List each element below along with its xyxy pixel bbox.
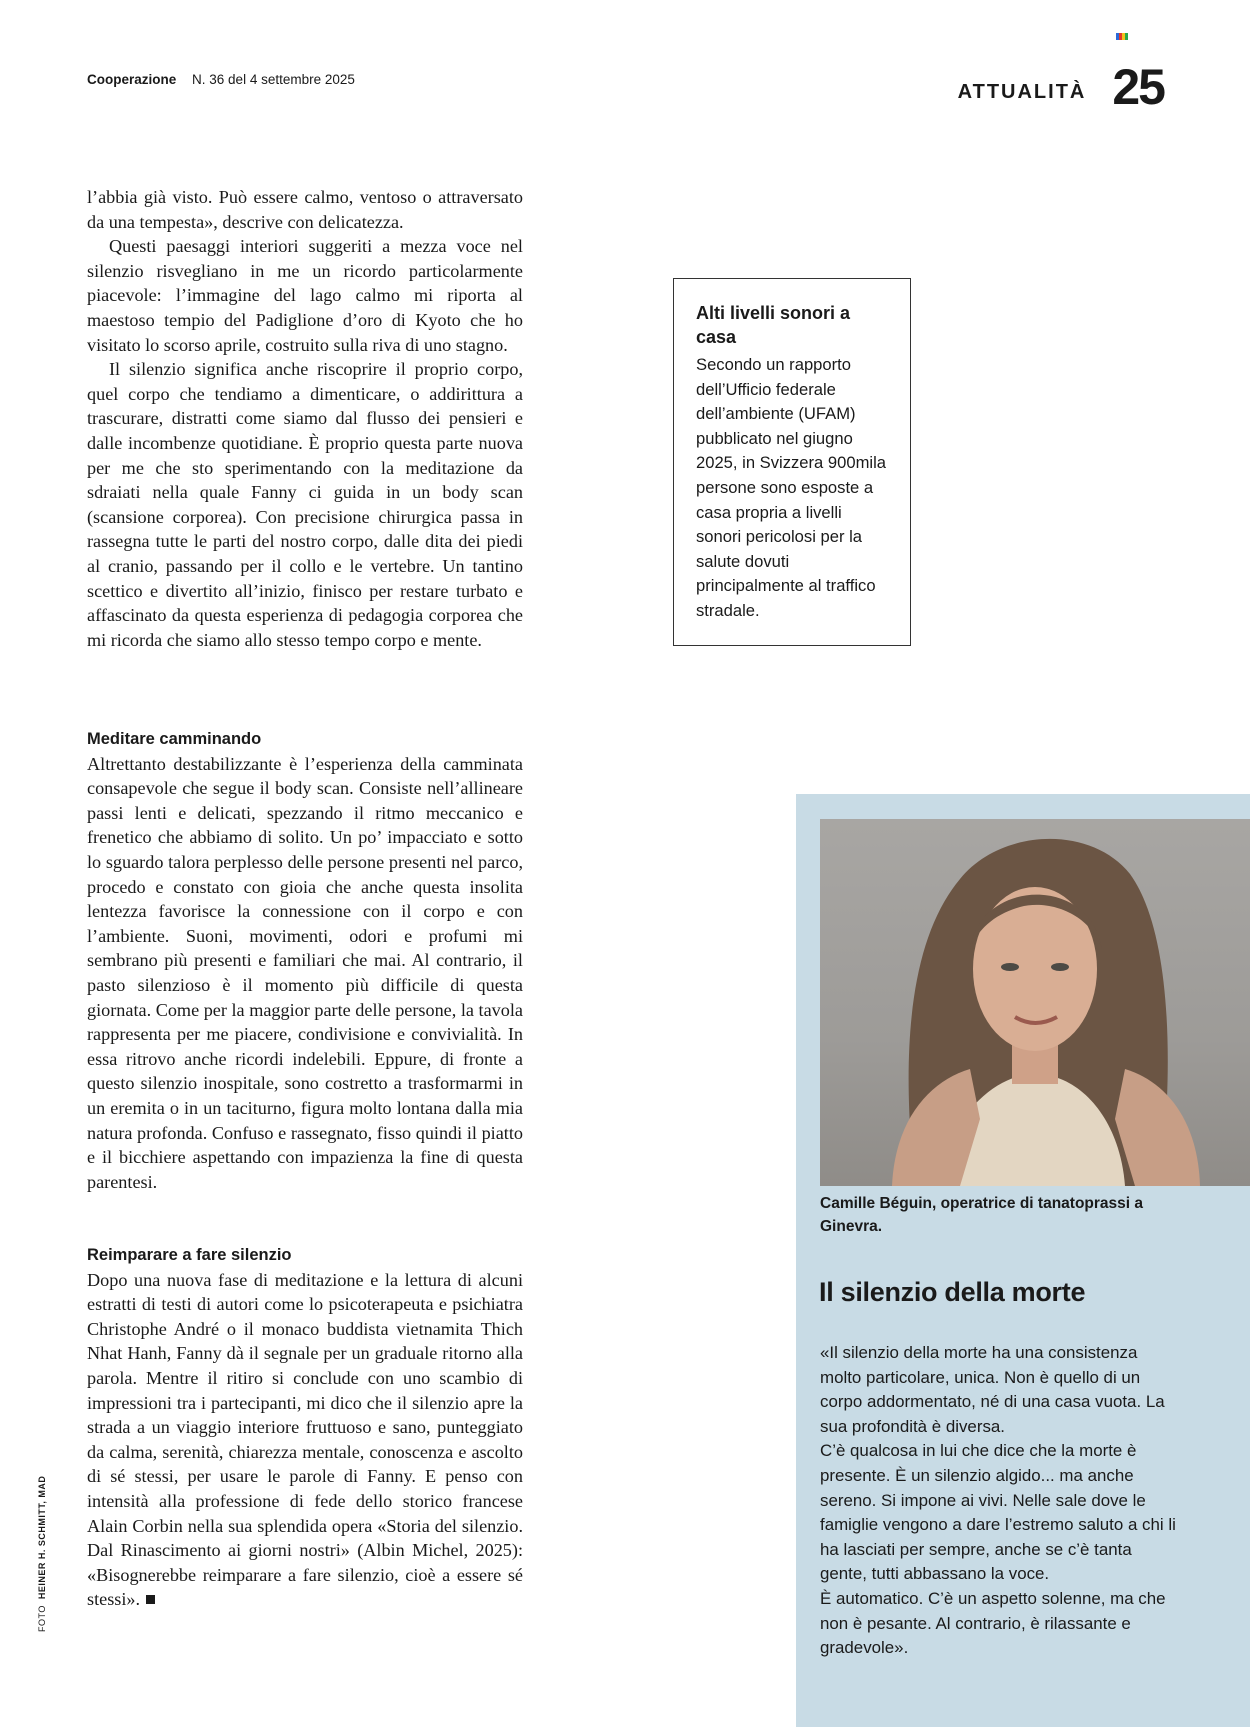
infobox-text: Secondo un rapporto dell’Ufficio federale dell’ambiente (UFAM) pubblicato nel giugno 2025, in Svizzera 900mila persone sono esposte a casa propria a livelli sonori pericolosi per la salute dovuti principalmente al traffico stradale. — [696, 355, 887, 620]
subheading-meditare-camminando: Meditare camminando — [87, 730, 262, 748]
portrait-photo — [820, 819, 1250, 1186]
issue-info: N. 36 del 4 settembre 2025 — [192, 72, 355, 87]
photo-caption: Camille Béguin, operatrice di tanatoprassi a Ginevra. — [820, 1195, 1144, 1235]
sidebar-quote — [820, 1341, 1180, 1661]
page-header-left — [87, 72, 355, 87]
subheading-reimparare: Reimparare a fare silenzio — [87, 1246, 292, 1264]
article-paragraph — [87, 1268, 523, 1612]
end-of-article-mark — [146, 1595, 155, 1604]
portrait-illustration — [820, 819, 1250, 1186]
publication-name: Cooperazione — [87, 72, 177, 87]
article-section-meditare — [87, 727, 523, 1194]
quote-paragraph: È automatico. C’è un aspetto solenne, ma che non è pesante. Al contrario, è rilassante e gradevole». — [820, 1588, 1166, 1658]
article-paragraph: l’abbia già visto. Può essere calmo, ventoso o attraversato da una tempesta», descrive con delicatezza. — [87, 187, 523, 232]
page-header-right — [957, 59, 1164, 115]
section-label: ATTUALITÀ — [957, 81, 1087, 103]
photo-credit-label: FOTO — [37, 1605, 47, 1632]
article-paragraph: Altrettanto destabilizzante è l’esperienza della camminata consapevole che segue il body scan. Consiste nell’allineare passi lenti e delicati, spezzando il ritmo meccanico e frenetico che abbiamo di solito. Un po’ impacciato e sotto lo sguardo talora perplesso delle persone presenti nel parco, procedo e constato con gioia che anche questa insolita lentezza favorisce la connessione con il corpo e con l’ambiente. Suoni, movimenti, odori e profumi mi sembrano più presenti e familiari che mai. Al contrario, il pasto silenzioso è il momento più difficile di questa giornata. Come per la maggior parte delle persone, la tavola rappresenta per me piacere, condivisione e convivialità. In essa ritrovo anche ricordi indelebili. Eppure, di fronte a questo silenzio inospitale, sono costretto a trasformarmi in un eremita o in un taciturno, figura molto lontana dalla mia natura profonda. Confuso e rassegnato, fisso quindi il piatto e il bicchiere aspettando con impazienza la fine di questa parentesi. — [87, 753, 523, 1192]
sidebar-title: Il silenzio della morte — [819, 1277, 1086, 1307]
infobox-title: Alti livelli sonori a casa — [696, 303, 851, 347]
article-paragraph-text: Dopo una nuova fase di meditazione e la lettura di alcuni estratti di testi di autori come lo psicoterapeuta e psichiatra Christophe André o il monaco buddista vietnamita Thich Nhat Hanh, Fanny dà il segnale per un graduale ritorno alla parola. Mentre il ritiro si conclude con uno scambio di impressioni tra i partecipanti, mi dico che il silenzio apre la strada a un viaggio interiore fruttuoso e sano, punteggiato da calma, serenità, chiarezza mentale, conoscenza e ascolto di sé stessi, per usare le parole di Fanny. E penso con intensità alla professione di fede dello storico francese Alain Corbin nella sua splendida opera «Storia del silenzio. Dal Rinascimento ai giorni nostri» (Albin Michel, 2025): «Bisognerebbe reimparare a fare silenzio, cioè a essere sé stessi». — [87, 1269, 523, 1610]
photo-credit-names: HEINER H. SCHMITT, MAD — [37, 1475, 47, 1600]
article-paragraph: Il silenzio significa anche riscoprire il proprio corpo, quel corpo che tendiamo a dimenticare, o addirittura a trascurare, distratti come siamo dal flusso dei pensieri e dalle incombenze quotidiane. È proprio questa parte nuova per me che sto sperimentando con la meditazione da sdraiati nella quale Fanny ci guida in un body scan (scansione corporea). Con precisione chirurgica passa in rassegna tutte le parti del nostro corpo, dalle dita dei piedi al cranio, passando per il collo e le vertebre. Un tantino scettico e divertito all’inizio, finisco per restare turbato e affascinato da questa esperienza di pedagogia corporea che mi ricorda che siamo allo stesso tempo corpo e mente. — [87, 359, 523, 650]
infobox — [673, 278, 911, 646]
article-paragraph: Questi paesaggi interiori suggeriti a mezza voce nel silenzio risvegliano in me un ricordo particolarmente piacevole: l’immagine del lago calmo mi riporta al maestoso tempio del Padiglione d’oro di Kyoto che ho visitato lo scorso aprile, costruito sulla riva di uno stagno. — [87, 236, 523, 355]
article-section-reimparare — [87, 1243, 523, 1612]
quote-paragraph: «Il silenzio della morte ha una consistenza molto particolare, unica. Non è quello di un corpo addormentato, né di una casa vuota. La sua profondità è diversa. — [820, 1343, 1165, 1436]
photo-credit — [37, 1476, 47, 1632]
article-column-top — [87, 185, 523, 652]
color-registration-mark — [1116, 33, 1128, 40]
quote-paragraph: C’è qualcosa in lui che dice che la morte è presente. È un silenzio algido... ma anche sereno. Si impone ai vivi. Nelle sale dove le famiglie vengono a dare l’estremo saluto a chi li ha lasciati per sempre, anche se c’è tanta gente, tutti abbassano la voce. — [820, 1441, 1176, 1584]
page-number: 25 — [1112, 59, 1164, 115]
